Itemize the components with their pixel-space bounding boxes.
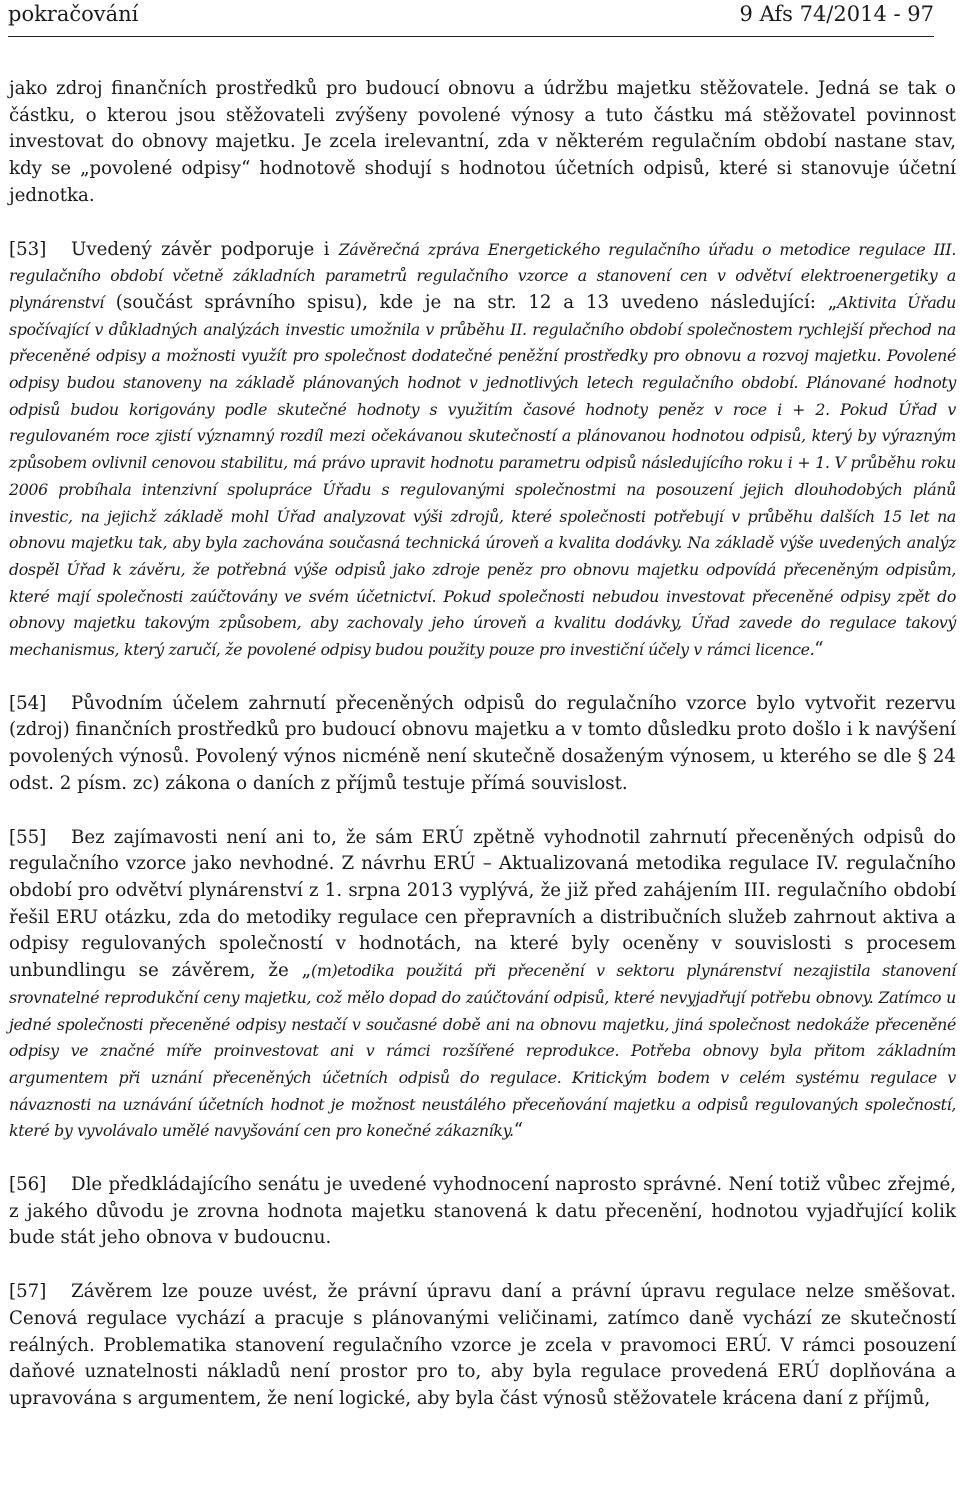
paragraph-text: jako zdroj finančních prostředků pro budoucí obnovu a údržbu majetku stěžovatele. Jedná se tak o částku, o kterou jsou stěžovateli zvýšeny povolené výnosy a tuto částku má stěžovatel povinnost investovat do obnovy majetku. Je zcela irelevantní, zda v některém regulačním období nastane stav, kdy se „povolené odpisy“ hodnotově shodují s hodnotou účetních odpisů, které si stanovuje účetní jednotka. bbox=[9, 78, 956, 206]
paragraph-text: “ bbox=[513, 1120, 524, 1142]
page-header bbox=[8, 0, 934, 37]
paragraph-text: (součást správního spisu), kde je na str. 12 a 13 uvedeno následující: „ bbox=[104, 291, 838, 313]
paragraph-text: “ bbox=[814, 639, 824, 661]
paragraph-number: [53] bbox=[9, 238, 47, 260]
paragraph-text: Uvedený závěr podporuje i bbox=[71, 238, 339, 260]
quoted-text: Aktivita Úřadu spočívající v důkladných analýzách investic umožnila v průběhu II. regulačního období společnostem rychlejší přechod na přeceněné odpisy a možnosti využít pro společnost dodatečné peněžní prostředky pro obnovu a rozvoj majetku. Povolené odpisy budou stanoveny na základě plánovaných hodnot v jednotlivých letech regulačního období. Plánované hodnoty odpisů budou korigovány podle skutečné hodnoty s využitím časové hodnoty peněz v roce i + 2. Pokud Úřad v regulovaném roce zjistí významný rozdíl mezi očekávanou skutečností a plánovanou hodnotou odpisů, který by výrazným způsobem ovlivnil cenovou stabilitu, má právo upravit hodnotu parametru odpisů následujícího roku i + 1. V průběhu roku 2006 probíhala intenzivní spolupráce Úřadu s regulovanými společnostmi na posouzení jejich dlouhodobých plánů investic, na jejichž základě mohl Úřad analyzovat výši zdrojů, které společnosti potřebují v průběhu dalších 15 let na obnovu majetku tak, aby byla zachována současná technická úroveň a kvalita dodávky. Na základě výše uvedených analýz dospěl Úřad k závěru, že potřebná výše odpisů jako zdroje peněz pro obnovu majetku odpovídá přeceněným odpisům, které mají společnosti zaúčtovány ve svém účetnictví. Pokud společnosti nebudou investovat přeceněné odpisy zpět do obnovy majetku takovým způsobem, aby zachovaly jeho úroveň a kvalitu dodávky, Úřad zavede do regulace takový mechanismus, který zaručí, že povolené odpisy budou použity pouze pro investiční účely v rámci licence. bbox=[9, 292, 956, 660]
quoted-text: (m)etodika použitá při přecenění v sektoru plynárenství nezajistila stanovení srovnatelné reprodukční ceny majetku, což mělo dopad do zaúčtování odpisů, které nevyjadřují potřebu obnovy. Zatímco u jedné společnosti přeceněné odpisy nestačí v současné době ani na obnovu majetku, jiná společnost nedokáže přeceněné odpisy ve značné míře proinvestovat ani v rámci rozšířené reprodukce. Potřeba obnovy byla přitom základním argumentem při uznání přeceněných účetních odpisů do regulace. Kritickým bodem v celém systému regulace v návaznosti na uznávání účetních hodnot je možnost neustálého přeceňování majetku a odpisů regulovaných společností, které by vyvolávalo umělé navyšování cen pro konečné zákazníky. bbox=[9, 961, 956, 1141]
header-case-number: 9 Afs 74/2014 - 97 bbox=[739, 2, 934, 26]
quoted-text: Závěrečná zpráva Energetického regulačního úřadu o metodice regulace III. regulačního období včetně základních parametrů regulačního vzorce a stanovení cen v odvětví elektroenergetiky a plynárenství bbox=[9, 239, 956, 312]
paragraph-number: [54] bbox=[9, 692, 47, 714]
paragraph bbox=[9, 825, 956, 1145]
document-body bbox=[9, 76, 956, 1440]
paragraph-text: Dle předkládajícího senátu je uvedené vyhodnocení naprosto správné. Není totiž vůbec zřejmé, z jakého důvodu je zrovna hodnota majetku stanovená k datu přecenění, hodnotou vyjadřující kolik bude stát jeho obnova v budoucnu. bbox=[9, 1174, 956, 1249]
paragraph bbox=[9, 691, 956, 798]
paragraph-text: Původním účelem zahrnutí přeceněných odpisů do regulačního vzorce bylo vytvořit rezervu (zdroj) finančních prostředků pro budoucí obnovu majetku a v tomto důsledku proto došlo i k navýšení povolených výnosů. Povolený výnos nicméně není skutečně dosaženým výnosem, u kterého se dle § 24 odst. 2 písm. zc) zákona o daních z příjmů testuje přímá souvislost. bbox=[9, 692, 956, 794]
paragraph bbox=[9, 1172, 956, 1252]
paragraph bbox=[9, 76, 956, 210]
paragraph-number: [55] bbox=[9, 826, 47, 848]
paragraph-number: [56] bbox=[9, 1174, 47, 1196]
paragraph-text: Bez zajímavosti není ani to, že sám ERÚ zpětně vyhodnotil zahrnutí přeceněných odpisů do regulačního vzorce jako nevhodné. Z návrhu ERÚ – Aktualizovaná metodika regulace IV. regulačního období pro odvětví plynárenství z 1. srpna 2013 vyplývá, že již před zahájením III. regulačního období řešil ERU otázku, zda do metodiky regulace cen přepravních a distribučních služeb zahrnout aktiva a odpisy regulovaných společností v hodnotách, na které byly oceněny v souvislosti s procesem unbundlingu se závěrem, že „ bbox=[9, 826, 956, 982]
paragraph bbox=[9, 237, 956, 664]
paragraph bbox=[9, 1279, 956, 1413]
paragraph-number: [57] bbox=[9, 1281, 47, 1303]
header-continuation-label: pokračování bbox=[8, 2, 139, 26]
paragraph-text: Závěrem lze pouze uvést, že právní úpravu daní a právní úpravu regulace nelze směšovat. Cenová regulace vychází a pracuje s plánovanými veličinami, zatímco daně vychází ze skutečností reálných. Problematika stanovení regulačního vzorce je zcela v pravomoci ERÚ. V rámci posouzení daňové uznatelnosti nákladů není prostor pro to, aby byla regulace provedená ERÚ doplňována a upravována s argumentem, že není logické, aby byla část výnosů stěžovatele krácena daní z příjmů, bbox=[9, 1281, 956, 1409]
